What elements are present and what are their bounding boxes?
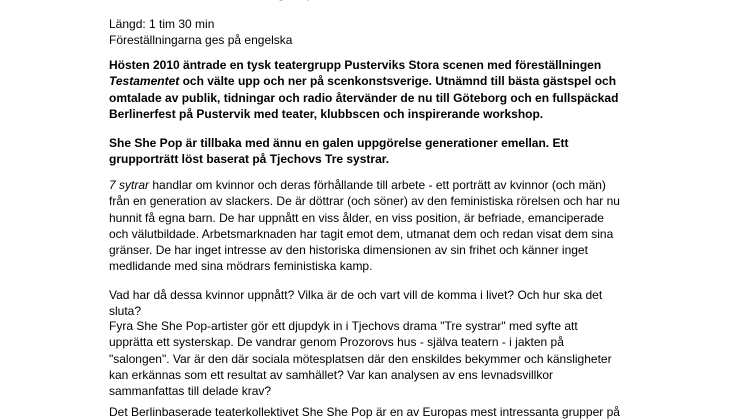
body2-line-2: sluta? [109, 304, 142, 319]
length-info: Längd: 1 tim 30 min [109, 17, 215, 31]
language-info: Föreställningarna ges på engelska [109, 33, 293, 47]
body-paragraph-2 [109, 287, 734, 320]
intro-line-4: Berlinerfest på Pustervik med teater, klubbscen och inspirerande workshop. [109, 106, 544, 121]
performance-meta [109, 16, 292, 48]
body3-line-1: Fyra She She Pop-artister gör ett djupdyk in i Tjechovs drama "Tre systrar" med syfte att [109, 319, 578, 333]
summary-line-2: grupporträtt löst baserat på Tjechovs Tre systrar. [109, 152, 390, 167]
body3-line-2: upprätta ett systerskap. De vandrar genom Prozorovs hus - själva teatern - i jakten på [109, 335, 564, 350]
title-7-sytrar: 7 sytrar [109, 178, 150, 192]
body1-line-1 [109, 177, 734, 193]
body2-line-1: Vad har då dessa kvinnor uppnått? Vilka är de och vart vill de komma i livet? Och hur ska det [109, 288, 603, 302]
clipped-header-text [109, 0, 220, 1]
body1-line-6: medlidande med sina mödrars feministiska kamp. [109, 259, 373, 274]
body-paragraph-4 [109, 404, 734, 420]
title-testamentet: Testamentet [109, 74, 180, 89]
body3-line-5: sammanfattas till delade krav? [109, 384, 272, 399]
body1-line-1-rest: handlar om kvinnor och deras förhållande till arbete - ett porträtt av kvinnor (och män) [149, 178, 606, 192]
intro-paragraph [109, 57, 734, 122]
body3-line-3: "salongen". Var är den där sociala mötesplatsen där den enskildes bekymmer och känsligheter [109, 351, 612, 366]
clipped-header-red-text [224, 0, 323, 1]
summary-line-1: She She Pop är tillbaka med ännu en galen uppgörelse generationer emellan. Ett [109, 136, 569, 150]
intro-line-2-rest: och välte upp och ner på scenkonstsverige. Utnämnd till bästa gästspel och [179, 74, 617, 89]
intro-line-2 [109, 73, 734, 89]
body1-line-2: från en generation av slackers. De är döttrar (och söner) av den feministiska rörelsen och har nu [109, 194, 620, 209]
body3-line-4: kan erkännas som ett resultat av samhället? Var kan analysen av ens levnadsvillkor [109, 367, 554, 382]
intro-line-3: omtalade av publik, tidningar och radio återvänder de nu till Göteborg och en fullspäckad [109, 90, 619, 105]
body-paragraph-1 [109, 177, 734, 275]
intro-line-1: Hösten 2010 äntrade en tysk teatergrupp Pusterviks Stora scenen med föreställningen [109, 58, 602, 72]
body-paragraph-3 [109, 318, 734, 399]
body4-line-1: Det Berlinbaserade teaterkollektivet She She Pop är en av Europas mest intressanta grupper på [109, 405, 620, 419]
body1-line-4: och välutbildade. Arbetsmarknaden har tagit emot dem, utmanat dem och redan visat dem sina [109, 226, 614, 241]
body1-line-5: gränser. De har inget intresse av den historiska dimensionen av sin frihet och känner inget [109, 243, 588, 258]
body1-line-3: hunnit få egna barn. De har uppnått en viss ålder, en viss position, är befriade, emanciperade [109, 210, 604, 225]
summary-paragraph [109, 135, 734, 168]
